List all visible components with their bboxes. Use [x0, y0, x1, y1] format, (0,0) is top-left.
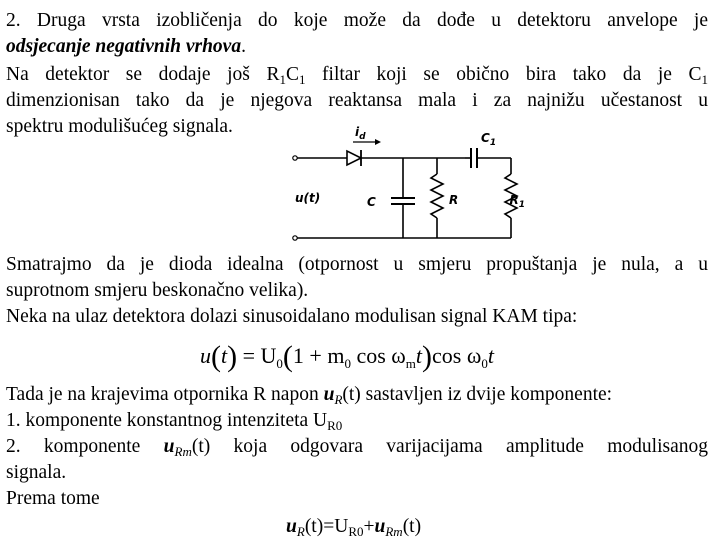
f-seg: u — [200, 343, 211, 368]
sub: Rm — [174, 444, 192, 459]
input-terminal-bottom — [293, 236, 297, 240]
text-seg: Na detektor se dodaje još R — [6, 64, 280, 85]
para1-line2 — [6, 34, 708, 60]
para3-line1: Smatrajmo da je dioda idealna (otpornost u smjeru propuštanja je nula, a u — [6, 254, 708, 275]
para4-line2 — [6, 408, 708, 434]
text-seg: u — [323, 384, 335, 405]
text-seg: filtar koji se obično bira tako da je C — [305, 64, 702, 85]
label-r: R — [449, 193, 459, 207]
label-ut: u(t) — [295, 191, 321, 205]
f-paren: ( — [282, 340, 293, 373]
f-seg: t — [415, 343, 423, 368]
text-seg: C — [285, 64, 299, 85]
sub: 1 — [279, 72, 286, 87]
para2-line2: dimenzionisan tako da je njegova reaktansa mala i za najnižu učestanost u — [6, 90, 708, 111]
kam-formula — [200, 340, 500, 376]
text-seg: u — [286, 516, 297, 537]
para2-line3: spektru modulišućeg signala. — [6, 116, 233, 137]
f-seg: = U — [237, 343, 277, 368]
diode-icon — [347, 151, 361, 165]
detector-circuit-diagram — [285, 120, 525, 248]
f-sub: 0 — [344, 356, 351, 371]
f-sub: m — [405, 356, 416, 371]
input-terminal-top — [293, 156, 297, 160]
text-seg: 1. komponente konstantnog intenziteta U — [6, 410, 328, 431]
f-seg: cos ω — [432, 343, 482, 368]
para2-line1 — [6, 62, 708, 88]
para3-line3: Neka na ulaz detektora dolazi sinusoidalano modulisan signal KAM tipa: — [6, 306, 578, 327]
sub: 1 — [298, 72, 306, 87]
para4-line3 — [6, 434, 708, 460]
para4-line5: Prema tome — [6, 488, 100, 509]
sub: R0 — [327, 418, 343, 433]
para4-line4: signala. — [6, 462, 67, 483]
label-r1: $R_1$ — [509, 193, 525, 210]
bold-term: odsjecanje negativnih vrhova — [6, 36, 242, 57]
text-seg: (t) — [402, 516, 422, 537]
f-sub: 0 — [481, 356, 488, 371]
text-seg: u — [163, 436, 175, 457]
f-paren: ( — [211, 340, 221, 373]
f-seg: 1 + m — [292, 343, 345, 368]
f-sub: 0 — [276, 356, 283, 371]
sub: R — [334, 392, 343, 407]
sub: 1 — [701, 72, 708, 87]
resistor-r-icon — [431, 174, 443, 218]
label-c: C — [367, 195, 376, 209]
label-id: $i_d$ — [355, 125, 366, 142]
para3-line2: suprotnom smjeru beskonačno velika). — [6, 280, 309, 301]
sub: Rm — [385, 524, 403, 539]
final-equation — [286, 514, 486, 540]
f-paren: ) — [227, 340, 238, 373]
f-seg: t — [487, 343, 494, 368]
text-seg: + — [363, 516, 375, 537]
text-seg: (t) koja odgovara varijacijama amplitude modulisanog — [191, 436, 708, 457]
text-seg: (t)=U — [304, 516, 349, 537]
label-c1: $C_1$ — [481, 131, 497, 148]
text-seg: Tada je na krajevima otpornika R napon — [6, 384, 324, 405]
arrow-head-icon — [375, 139, 381, 145]
text-seg: u — [374, 516, 386, 537]
text-seg: 2. komponente — [6, 436, 164, 457]
f-seg: cos ω — [350, 343, 406, 368]
text-seg: (t) sastavljen iz dvije komponente: — [342, 384, 613, 405]
para4-line1 — [6, 382, 708, 408]
f-paren: ) — [422, 340, 433, 373]
sub: R0 — [348, 524, 364, 539]
para1-line1: 2. Druga vrsta izobličenja do koje može da dođe u detektoru anvelope je — [6, 10, 708, 31]
sub: R — [296, 524, 305, 539]
f-seg: t — [221, 343, 228, 368]
period: . — [241, 36, 246, 57]
